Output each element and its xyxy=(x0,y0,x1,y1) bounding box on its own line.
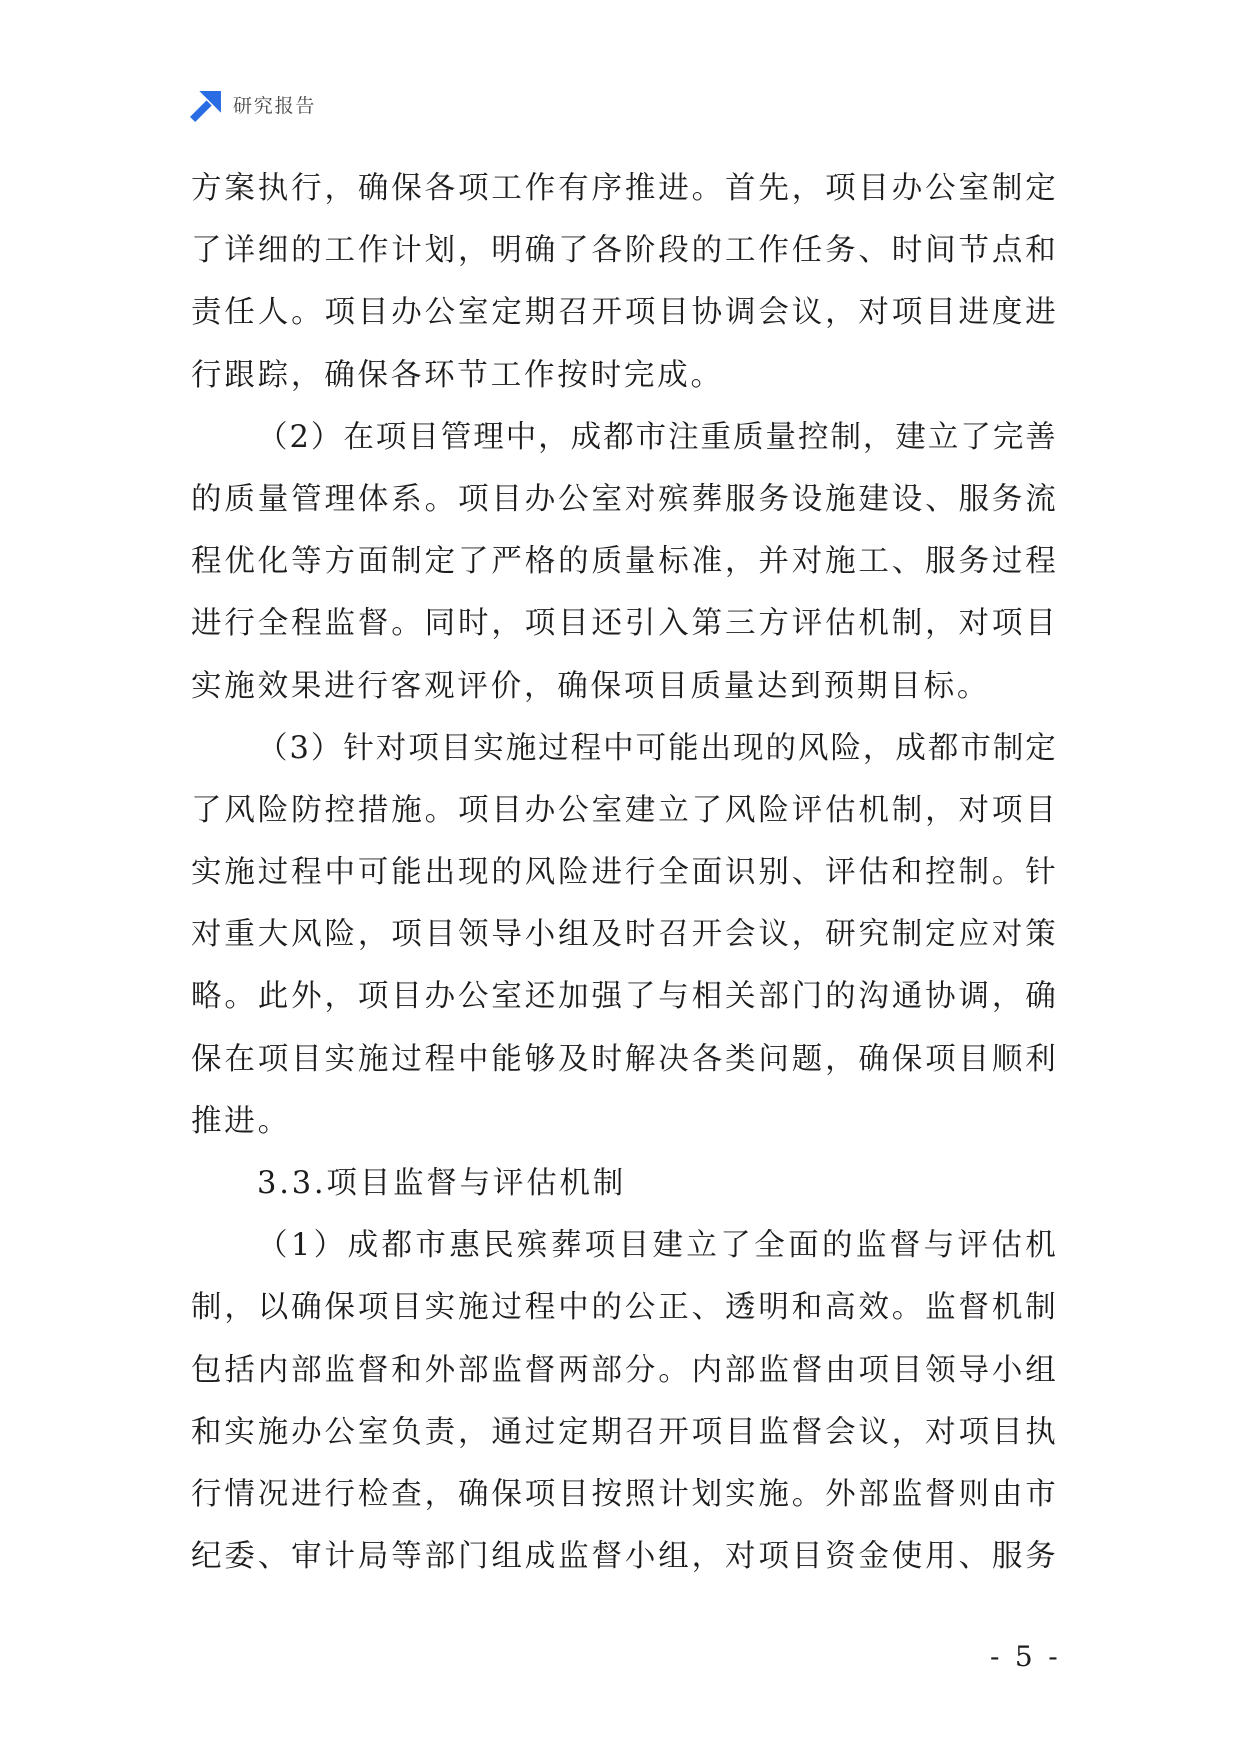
body-text-line: 程优化等方面制定了严格的质量标准，并对施工、服务过程 xyxy=(191,544,1057,580)
body-text-line: （3）针对项目实施过程中可能出现的风险，成都市制定 xyxy=(257,730,1057,766)
paragraph-supervision xyxy=(191,1215,1057,1588)
body-text-line: 行跟踪，确保各环节工作按时完成。 xyxy=(191,357,724,393)
paragraph-risk-control xyxy=(191,718,1057,1153)
body-text-line: （1）成都市惠民殡葬项目建立了全面的监督与评估机 xyxy=(257,1228,1057,1264)
body-text-line: 行情况进行检查，确保项目按照计划实施。外部监督则由市 xyxy=(191,1476,1057,1512)
body-text-line: 的质量管理体系。项目办公室对殡葬服务设施建设、服务流 xyxy=(191,481,1057,517)
body-text-line: 纪委、审计局等部门组成监督小组，对项目资金使用、服务 xyxy=(191,1539,1057,1575)
body-text-line: 进行全程监督。同时，项目还引入第三方评估机制，对项目 xyxy=(191,606,1057,642)
body-text-line: 了详细的工作计划，明确了各阶段的工作任务、时间节点和 xyxy=(191,233,1057,269)
page-number: - 5 - xyxy=(989,1640,1061,1673)
body-text-line: 方案执行，确保各项工作有序推进。首先，项目办公室制定 xyxy=(191,171,1057,206)
paragraph-quality-control xyxy=(191,407,1057,718)
arrow-up-right-icon xyxy=(189,90,222,123)
body-text-line: 和实施办公室负责，通过定期召开项目监督会议，对项目执 xyxy=(191,1414,1057,1450)
body-text-line: 责任人。项目办公室定期召开项目协调会议，对项目进度进 xyxy=(191,295,1057,331)
document-body xyxy=(191,158,1057,1588)
body-text-line: 制，以确保项目实施过程中的公正、透明和高效。监督机制 xyxy=(191,1290,1057,1326)
body-text-line: 推进。 xyxy=(191,1103,291,1139)
body-text-line: 实施效果进行客观评价，确保项目质量达到预期目标。 xyxy=(191,668,991,704)
body-text-line: 包括内部监督和外部监督两部分。内部监督由项目领导小组 xyxy=(191,1352,1057,1388)
body-text-line: 了风险防控措施。项目办公室建立了风险评估机制，对项目 xyxy=(191,792,1057,828)
paragraph-continued xyxy=(191,158,1057,407)
body-text-line: 实施过程中可能出现的风险进行全面识别、评估和控制。针 xyxy=(191,855,1057,891)
body-text-line: 略。此外，项目办公室还加强了与相关部门的沟通协调，确 xyxy=(191,979,1057,1015)
body-text-line: 对重大风险，项目领导小组及时召开会议，研究制定应对策 xyxy=(191,917,1057,953)
body-text-line: （2）在项目管理中，成都市注重质量控制，建立了完善 xyxy=(257,419,1057,455)
header-title: 研究报告 xyxy=(233,95,317,117)
section-heading: 3.3.项目监督与评估机制 xyxy=(257,1166,627,1201)
body-text-line: 保在项目实施过程中能够及时解决各类问题，确保项目顺利 xyxy=(191,1041,1057,1077)
